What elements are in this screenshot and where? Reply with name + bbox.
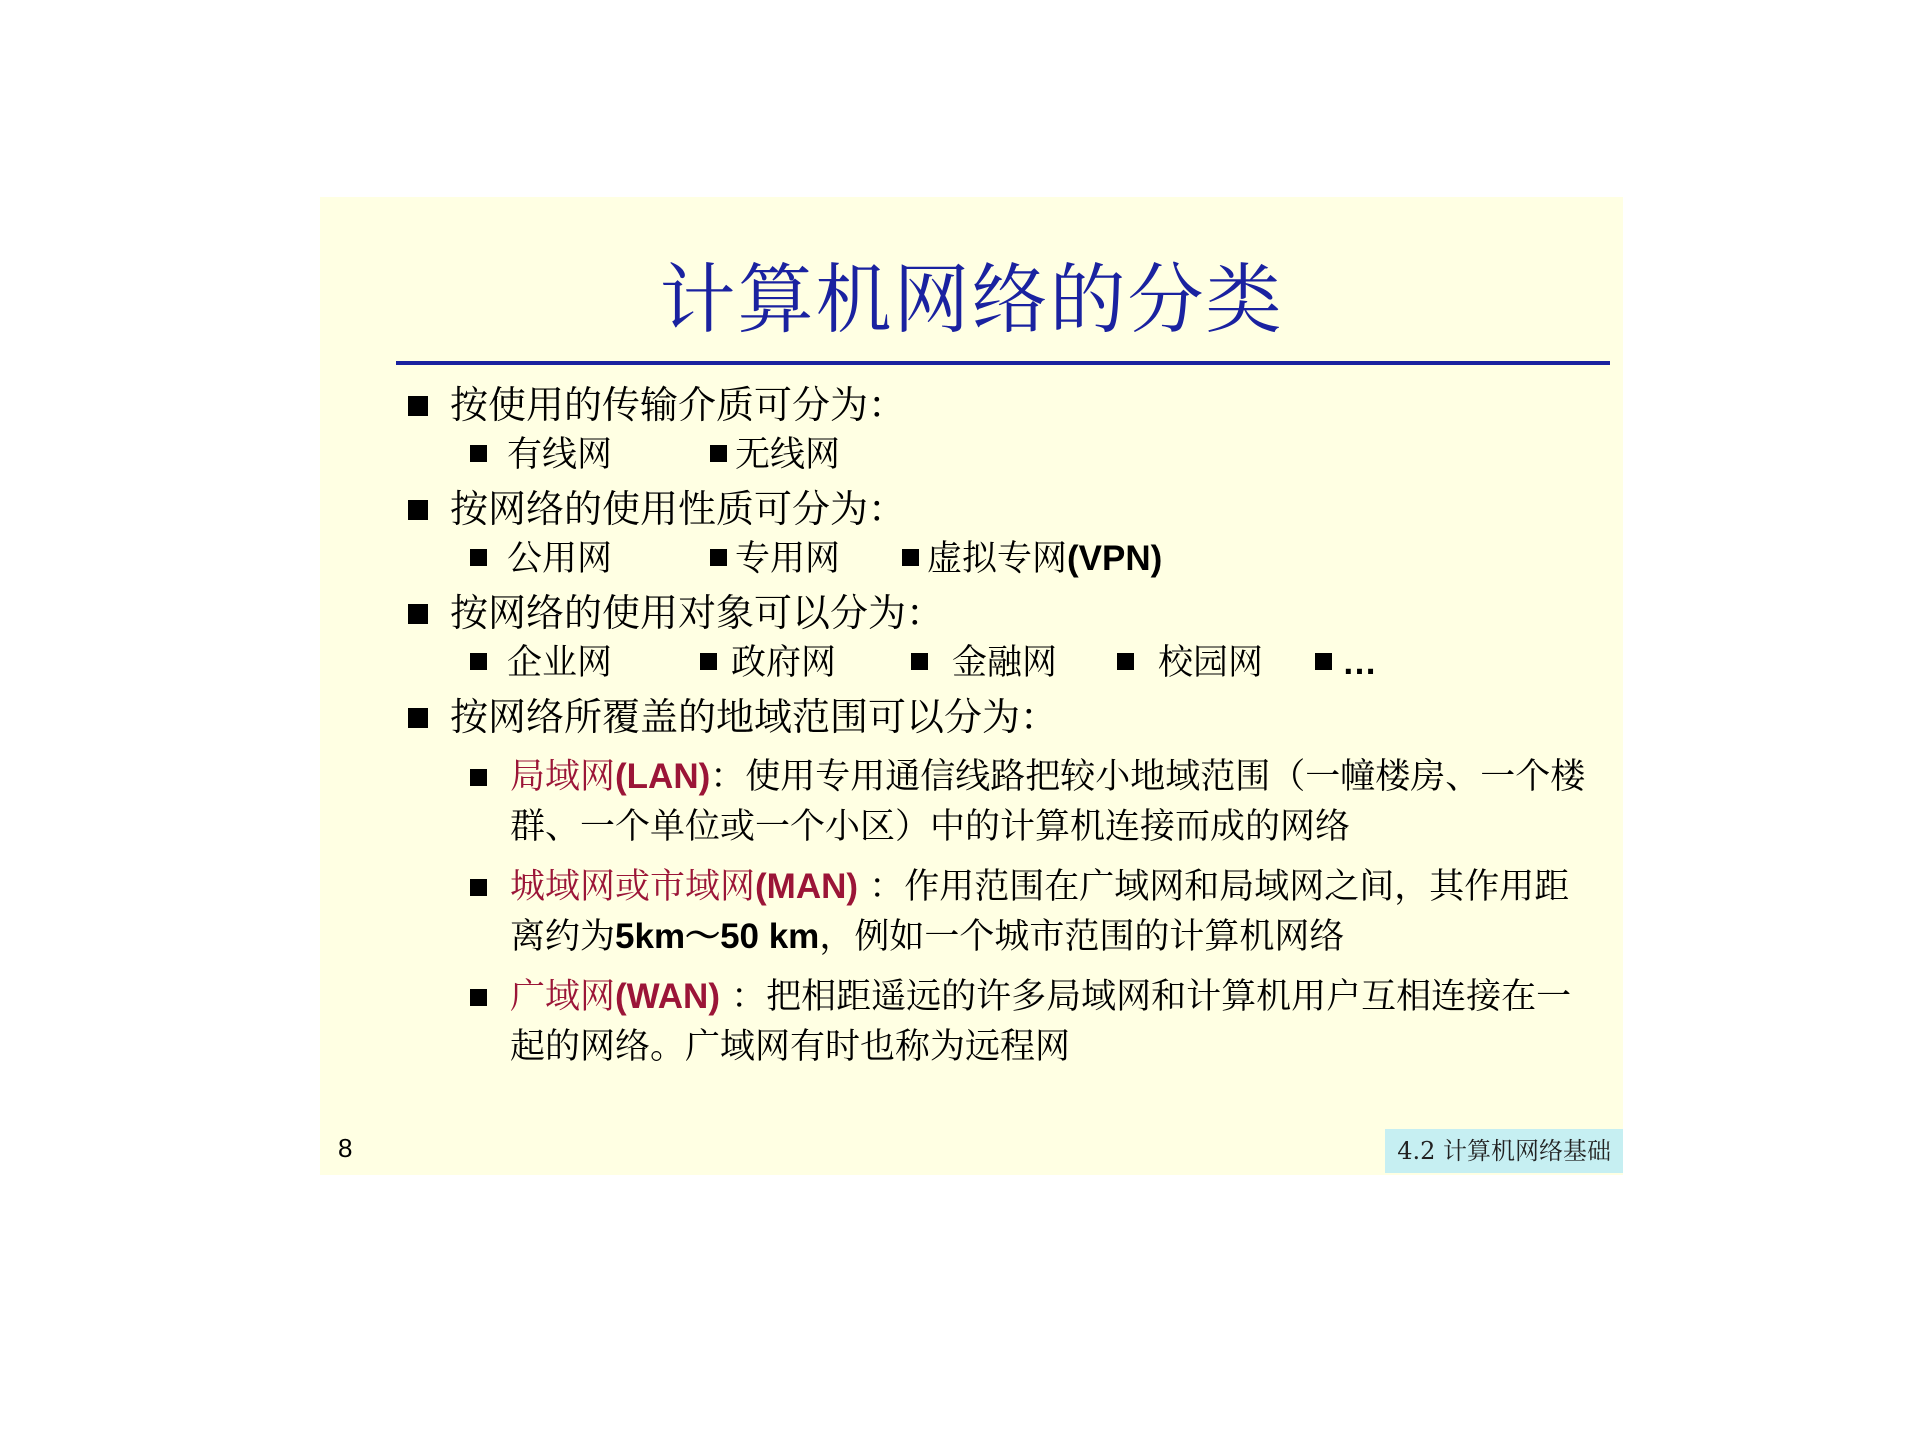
definition-lan: 局域网(LAN)：使用专用通信线路把较小地域范围（一幢楼房、一个楼群、一个单位或一个小区）中的计算机连接而成的网络 bbox=[470, 752, 1590, 852]
term-wan: 广域网(WAN) bbox=[510, 977, 720, 1017]
bullet-transmission-medium bbox=[408, 381, 906, 429]
title-underline bbox=[396, 361, 1610, 365]
square-bullet-icon bbox=[408, 396, 428, 416]
square-bullet-icon bbox=[710, 445, 727, 462]
list-item: 专用网 bbox=[710, 537, 840, 581]
list-item: 虚拟专网(VPN) bbox=[902, 537, 1162, 581]
square-bullet-icon bbox=[470, 769, 487, 786]
distance-range: 5km～50 km bbox=[615, 917, 820, 956]
list-item: 有线网 bbox=[470, 433, 612, 477]
square-bullet-icon bbox=[408, 604, 428, 624]
bullet-text: 按网络的使用性质可分为： bbox=[450, 487, 907, 531]
list-item: … bbox=[1315, 641, 1377, 685]
square-bullet-icon bbox=[710, 549, 727, 566]
definition-text: 作用范围在广域网和局域网之间，其作用距离约为 bbox=[510, 867, 1570, 957]
list-item: 金融网 bbox=[911, 641, 1057, 685]
square-bullet-icon bbox=[700, 653, 717, 670]
list-item: 政府网 bbox=[700, 641, 836, 685]
square-bullet-icon bbox=[1315, 653, 1332, 670]
list-item: 校园网 bbox=[1117, 641, 1263, 685]
definition-man: 城域网或市域网(MAN) ：作用范围在广域网和局域网之间，其作用距离约为5km～50 km，例如一个城市范围的计算机网络 bbox=[470, 862, 1590, 962]
list-item: 公用网 bbox=[470, 537, 612, 581]
term-lan: 局域网(LAN) bbox=[510, 757, 711, 797]
definition-wan: 广域网(WAN) ：把相距遥远的许多局域网和计算机用户互相连接在一起的网络。广域网有时也称为远程网 bbox=[470, 972, 1590, 1072]
bullet-usage-target bbox=[408, 589, 944, 637]
term-man: 城域网或市域网(MAN) bbox=[510, 867, 859, 907]
square-bullet-icon bbox=[911, 653, 928, 670]
section-label: 4.2 计算机网络基础 bbox=[1385, 1129, 1623, 1173]
slide bbox=[320, 197, 1623, 1175]
square-bullet-icon bbox=[470, 653, 487, 670]
bullet-text: 按网络的使用对象可以分为： bbox=[450, 591, 945, 635]
bullet-coverage bbox=[408, 693, 1058, 741]
square-bullet-icon bbox=[408, 500, 428, 520]
square-bullet-icon bbox=[1117, 653, 1134, 670]
square-bullet-icon bbox=[470, 879, 487, 896]
square-bullet-icon bbox=[470, 445, 487, 462]
bullet-text: 按网络所覆盖的地域范围可以分为： bbox=[450, 695, 1059, 739]
bullet-text: 按使用的传输介质可分为： bbox=[450, 383, 907, 427]
square-bullet-icon bbox=[408, 708, 428, 728]
square-bullet-icon bbox=[902, 549, 919, 566]
list-item: 无线网 bbox=[710, 433, 840, 477]
square-bullet-icon bbox=[470, 549, 487, 566]
square-bullet-icon bbox=[470, 989, 487, 1006]
list-item: 企业网 bbox=[470, 641, 612, 685]
bullet-usage-nature bbox=[408, 485, 906, 533]
definition-text: 把相距遥远的许多局域网和计算机用户互相连接在一起的网络。广域网有时也称为远程网 bbox=[510, 977, 1572, 1067]
page-number: 8 bbox=[338, 1133, 353, 1163]
slide-title: 计算机网络的分类 bbox=[659, 255, 1284, 344]
definition-text: 使用专用通信线路把较小地域范围（一幢楼房、一个楼群、一个单位或一个小区）中的计算机连接而成的网络 bbox=[510, 757, 1586, 847]
